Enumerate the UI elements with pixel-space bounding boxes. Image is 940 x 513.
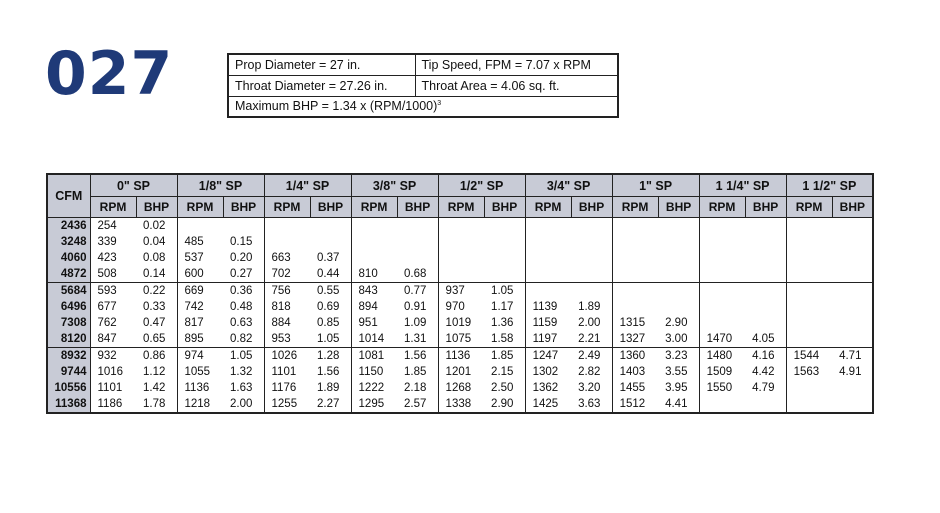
rpm-value: 1218 — [177, 396, 223, 413]
rpm-header: RPM — [90, 197, 136, 218]
bhp-value: 1.63 — [230, 382, 253, 394]
bhp-value: 2.90 — [665, 317, 688, 329]
rpm-value — [525, 218, 571, 235]
bhp-value: 1.58 — [491, 333, 514, 345]
bhp-value: 0.22 — [136, 283, 177, 300]
static-pressure-header: 1/4" SP — [264, 174, 351, 197]
rpm-value: 951 — [351, 315, 397, 331]
rpm-value: 1403 — [612, 364, 658, 380]
cfm-column-header: CFM — [47, 174, 90, 218]
bhp-value — [745, 266, 786, 283]
bhp-value — [484, 266, 525, 283]
rpm-value — [699, 299, 745, 315]
bhp-value: 0.08 — [143, 252, 166, 264]
bhp-value — [658, 299, 699, 315]
rpm-value — [612, 234, 658, 250]
rpm-value — [438, 218, 484, 235]
bhp-value: 0.85 — [317, 317, 340, 329]
bhp-value — [571, 218, 612, 235]
rpm-value: 762 — [90, 315, 136, 331]
bhp-value — [397, 234, 438, 250]
bhp-value: 3.63 — [578, 398, 601, 410]
rpm-value: 593 — [90, 283, 136, 300]
rpm-value: 1327 — [612, 331, 658, 348]
bhp-value: 4.91 — [839, 366, 862, 378]
bhp-value — [832, 396, 873, 413]
rpm-value: 339 — [90, 234, 136, 250]
table-row — [47, 396, 873, 413]
bhp-value: 0.33 — [143, 301, 166, 313]
rpm-value — [525, 250, 571, 266]
rpm-value: 663 — [264, 250, 310, 266]
bhp-value: 0.15 — [230, 236, 253, 248]
bhp-value: 3.23 — [658, 348, 699, 365]
rpm-value — [786, 396, 832, 413]
rpm-value — [786, 315, 832, 331]
bhp-value — [832, 250, 873, 266]
cfm-value: 4872 — [47, 266, 90, 283]
bhp-value — [658, 283, 699, 300]
rpm-value: 537 — [177, 250, 223, 266]
bhp-value: 1.89 — [317, 382, 340, 394]
cfm-value: 8932 — [47, 348, 90, 365]
rpm-value — [264, 234, 310, 250]
bhp-value: 0.68 — [404, 268, 427, 280]
rpm-value — [612, 299, 658, 315]
bhp-value: 1.17 — [491, 301, 514, 313]
table-row — [47, 250, 873, 266]
rpm-value — [351, 218, 397, 235]
bhp-value: 0.02 — [136, 218, 177, 235]
bhp-value: 2.49 — [571, 348, 612, 365]
rpm-value — [786, 266, 832, 283]
rpm-value: 1186 — [90, 396, 136, 413]
rpm-value — [699, 234, 745, 250]
specs-row — [228, 54, 618, 75]
bhp-header: BHP — [745, 197, 786, 218]
table-row — [47, 364, 873, 380]
bhp-value: 4.79 — [752, 382, 775, 394]
bhp-value: 0.27 — [230, 268, 253, 280]
rpm-value: 970 — [438, 299, 484, 315]
rpm-header: RPM — [264, 197, 310, 218]
bhp-header: BHP — [484, 197, 525, 218]
rpm-value — [438, 250, 484, 266]
bhp-value: 2.21 — [578, 333, 601, 345]
bhp-value: 0.20 — [230, 252, 253, 264]
pressure-header-row — [47, 174, 873, 197]
static-pressure-header: 0" SP — [90, 174, 177, 197]
bhp-value: 1.56 — [397, 348, 438, 365]
rpm-value: 1019 — [438, 315, 484, 331]
bhp-value — [571, 234, 612, 250]
bhp-value — [658, 266, 699, 283]
bhp-value: 3.00 — [665, 333, 688, 345]
bhp-value: 2.82 — [578, 366, 601, 378]
rpm-header: RPM — [612, 197, 658, 218]
rpm-value — [699, 315, 745, 331]
bhp-value: 1.32 — [230, 366, 253, 378]
bhp-value — [745, 283, 786, 300]
rpm-value: 843 — [351, 283, 397, 300]
rpm-value — [438, 266, 484, 283]
rpm-value — [612, 250, 658, 266]
rpm-value: 756 — [264, 283, 310, 300]
bhp-value: 1.36 — [491, 317, 514, 329]
rpm-value: 1295 — [351, 396, 397, 413]
static-pressure-header: 1" SP — [612, 174, 699, 197]
table-row — [47, 266, 873, 283]
rpm-value: 932 — [90, 348, 136, 365]
rpm-header: RPM — [351, 197, 397, 218]
rpm-value — [786, 218, 832, 235]
bhp-value: 2.18 — [404, 382, 427, 394]
bhp-value: 0.91 — [404, 301, 427, 313]
rpm-value: 1176 — [264, 380, 310, 396]
bhp-value: 1.05 — [317, 333, 340, 345]
bhp-value: 1.05 — [484, 283, 525, 300]
rpm-value: 1480 — [699, 348, 745, 365]
bhp-value: 1.89 — [578, 301, 601, 313]
bhp-value — [571, 266, 612, 283]
rpm-value: 1302 — [525, 364, 571, 380]
bhp-value: 3.95 — [665, 382, 688, 394]
rpm-value — [699, 266, 745, 283]
bhp-header: BHP — [832, 197, 873, 218]
bhp-value — [832, 380, 873, 396]
throat-area: Throat Area = 4.06 sq. ft. — [415, 75, 618, 96]
rpm-header: RPM — [786, 197, 832, 218]
rpm-value: 1101 — [264, 364, 310, 380]
rpm-value: 1315 — [612, 315, 658, 331]
rpm-value: 1222 — [351, 380, 397, 396]
bhp-header: BHP — [658, 197, 699, 218]
rpm-value — [525, 266, 571, 283]
bhp-value — [397, 218, 438, 235]
max-bhp-formula: Maximum BHP = 1.34 x (RPM/1000) — [235, 99, 438, 114]
rpm-value — [612, 218, 658, 235]
bhp-value: 0.65 — [143, 333, 166, 345]
cfm-value: 4060 — [47, 250, 90, 266]
throat-diameter: Throat Diameter = 27.26 in. — [228, 75, 415, 96]
rpm-value: 1425 — [525, 396, 571, 413]
rpm-value — [786, 380, 832, 396]
bhp-value: 4.42 — [752, 366, 775, 378]
cfm-value: 8120 — [47, 331, 90, 348]
bhp-value: 0.77 — [397, 283, 438, 300]
specs-row — [228, 75, 618, 96]
rpm-value: 1014 — [351, 331, 397, 348]
bhp-value — [571, 250, 612, 266]
bhp-header: BHP — [571, 197, 612, 218]
rpm-value: 1338 — [438, 396, 484, 413]
rpm-value: 508 — [90, 266, 136, 283]
rpm-value: 953 — [264, 331, 310, 348]
rpm-value: 1247 — [525, 348, 571, 365]
rpm-value — [786, 234, 832, 250]
bhp-value — [745, 234, 786, 250]
rpm-value: 1081 — [351, 348, 397, 365]
rpm-value — [699, 218, 745, 235]
bhp-value: 0.63 — [230, 317, 253, 329]
rpm-value: 742 — [177, 299, 223, 315]
rpm-value: 974 — [177, 348, 223, 365]
rpm-value: 817 — [177, 315, 223, 331]
rpm-value: 895 — [177, 331, 223, 348]
rpm-value: 1509 — [699, 364, 745, 380]
tip-speed: Tip Speed, FPM = 7.07 x RPM — [415, 54, 618, 75]
static-pressure-header: 3/8" SP — [351, 174, 438, 197]
rpm-value: 1268 — [438, 380, 484, 396]
bhp-value: 1.85 — [404, 366, 427, 378]
rpm-value: 1150 — [351, 364, 397, 380]
bhp-value: 1.28 — [310, 348, 351, 365]
bhp-value: 2.00 — [230, 398, 253, 410]
bhp-value — [832, 331, 873, 348]
bhp-value — [310, 218, 351, 235]
bhp-value — [745, 315, 786, 331]
rpm-value — [786, 283, 832, 300]
bhp-value: 2.50 — [491, 382, 514, 394]
bhp-value: 4.71 — [832, 348, 873, 365]
bhp-value: 3.20 — [578, 382, 601, 394]
bhp-value: 2.15 — [491, 366, 514, 378]
rpm-value: 884 — [264, 315, 310, 331]
bhp-value: 0.48 — [230, 301, 253, 313]
bhp-header: BHP — [310, 197, 351, 218]
bhp-value: 1.78 — [143, 398, 166, 410]
bhp-value — [745, 299, 786, 315]
bhp-value: 2.90 — [491, 398, 514, 410]
table-row — [47, 331, 873, 348]
table-row — [47, 348, 873, 365]
rpm-value: 847 — [90, 331, 136, 348]
max-bhp-cell — [228, 96, 618, 117]
bhp-value — [658, 234, 699, 250]
rpm-value — [786, 331, 832, 348]
bhp-header: BHP — [136, 197, 177, 218]
cfm-value: 11368 — [47, 396, 90, 413]
rpm-value: 669 — [177, 283, 223, 300]
rpm-value: 1455 — [612, 380, 658, 396]
bhp-value: 4.05 — [752, 333, 775, 345]
rpm-value: 1360 — [612, 348, 658, 365]
bhp-value: 2.57 — [404, 398, 427, 410]
bhp-value — [310, 234, 351, 250]
rpm-value — [525, 283, 571, 300]
rpm-value — [351, 250, 397, 266]
bhp-value: 0.37 — [317, 252, 340, 264]
cfm-value: 9744 — [47, 364, 90, 380]
table-row — [47, 218, 873, 235]
rpm-value — [786, 250, 832, 266]
rpm-value — [438, 234, 484, 250]
bhp-value: 1.05 — [223, 348, 264, 365]
performance-table — [46, 173, 874, 414]
bhp-value: 1.85 — [484, 348, 525, 365]
rpm-value: 894 — [351, 299, 397, 315]
rpm-value: 702 — [264, 266, 310, 283]
table-row — [47, 283, 873, 300]
bhp-value: 3.55 — [665, 366, 688, 378]
bhp-value: 0.82 — [230, 333, 253, 345]
rpm-value: 485 — [177, 234, 223, 250]
rpm-value: 1470 — [699, 331, 745, 348]
table-row — [47, 315, 873, 331]
bhp-value — [658, 250, 699, 266]
rpm-value: 600 — [177, 266, 223, 283]
bhp-value: 0.55 — [310, 283, 351, 300]
cfm-value: 3248 — [47, 234, 90, 250]
rpm-value: 423 — [90, 250, 136, 266]
table-row — [47, 299, 873, 315]
prop-diameter: Prop Diameter = 27 in. — [228, 54, 415, 75]
bhp-value: 2.27 — [317, 398, 340, 410]
bhp-value — [832, 218, 873, 235]
bhp-value: 0.36 — [223, 283, 264, 300]
rpm-value — [699, 250, 745, 266]
rpm-value: 1550 — [699, 380, 745, 396]
rpm-bhp-header-row — [47, 197, 873, 218]
cfm-value: 2436 — [47, 218, 90, 235]
bhp-value: 1.56 — [317, 366, 340, 378]
table-row — [47, 380, 873, 396]
bhp-value — [397, 250, 438, 266]
rpm-value: 810 — [351, 266, 397, 283]
rpm-value — [351, 234, 397, 250]
bhp-header: BHP — [397, 197, 438, 218]
bhp-value — [745, 218, 786, 235]
bhp-header: BHP — [223, 197, 264, 218]
rpm-value: 1563 — [786, 364, 832, 380]
rpm-value: 1201 — [438, 364, 484, 380]
bhp-value: 0.86 — [136, 348, 177, 365]
bhp-value: 0.69 — [317, 301, 340, 313]
rpm-value: 1075 — [438, 331, 484, 348]
max-bhp-exponent: 3 — [437, 100, 442, 108]
bhp-value: 4.41 — [665, 398, 688, 410]
cfm-value: 6496 — [47, 299, 90, 315]
bhp-value: 0.47 — [143, 317, 166, 329]
bhp-value — [832, 299, 873, 315]
bhp-value: 0.14 — [143, 268, 166, 280]
bhp-value — [832, 266, 873, 283]
rpm-value: 1362 — [525, 380, 571, 396]
rpm-value — [612, 266, 658, 283]
static-pressure-header: 1/2" SP — [438, 174, 525, 197]
rpm-value: 1512 — [612, 396, 658, 413]
static-pressure-header: 3/4" SP — [525, 174, 612, 197]
rpm-value — [699, 283, 745, 300]
rpm-value — [786, 299, 832, 315]
bhp-value: 4.16 — [745, 348, 786, 365]
static-pressure-header: 1/8" SP — [177, 174, 264, 197]
bhp-value: 1.12 — [143, 366, 166, 378]
cfm-value: 7308 — [47, 315, 90, 331]
bhp-value — [658, 218, 699, 235]
rpm-value: 937 — [438, 283, 484, 300]
rpm-value: 1255 — [264, 396, 310, 413]
bhp-value: 0.04 — [143, 236, 166, 248]
table-row — [47, 234, 873, 250]
bhp-value — [745, 396, 786, 413]
rpm-header: RPM — [438, 197, 484, 218]
bhp-value — [484, 218, 525, 235]
rpm-value: 1159 — [525, 315, 571, 331]
rpm-value: 1016 — [90, 364, 136, 380]
rpm-header: RPM — [699, 197, 745, 218]
bhp-value: 0.44 — [317, 268, 340, 280]
rpm-value: 1544 — [786, 348, 832, 365]
cfm-value: 5684 — [47, 283, 90, 300]
bhp-value — [832, 315, 873, 331]
rpm-value: 1055 — [177, 364, 223, 380]
rpm-value — [525, 234, 571, 250]
bhp-value — [832, 283, 873, 300]
model-number: 027 — [45, 39, 174, 109]
rpm-value: 1197 — [525, 331, 571, 348]
bhp-value — [745, 250, 786, 266]
specs-row — [228, 96, 618, 117]
static-pressure-header: 1 1/2" SP — [786, 174, 873, 197]
bhp-value — [484, 250, 525, 266]
cfm-value: 10556 — [47, 380, 90, 396]
rpm-value: 818 — [264, 299, 310, 315]
rpm-value: 1026 — [264, 348, 310, 365]
rpm-value: 254 — [90, 218, 136, 235]
bhp-value: 1.09 — [404, 317, 427, 329]
rpm-value — [177, 218, 223, 235]
rpm-value: 1136 — [438, 348, 484, 365]
rpm-value: 1136 — [177, 380, 223, 396]
bhp-value — [571, 283, 612, 300]
rpm-value: 1139 — [525, 299, 571, 315]
bhp-value — [832, 234, 873, 250]
bhp-value — [484, 234, 525, 250]
rpm-value — [699, 396, 745, 413]
bhp-value: 2.00 — [578, 317, 601, 329]
bhp-value: 1.31 — [404, 333, 427, 345]
bhp-value — [223, 218, 264, 235]
rpm-header: RPM — [525, 197, 571, 218]
rpm-value — [612, 283, 658, 300]
rpm-value — [264, 218, 310, 235]
rpm-header: RPM — [177, 197, 223, 218]
bhp-value: 1.42 — [143, 382, 166, 394]
rpm-value: 677 — [90, 299, 136, 315]
fan-specs-table — [227, 53, 619, 118]
rpm-value: 1101 — [90, 380, 136, 396]
static-pressure-header: 1 1/4" SP — [699, 174, 786, 197]
